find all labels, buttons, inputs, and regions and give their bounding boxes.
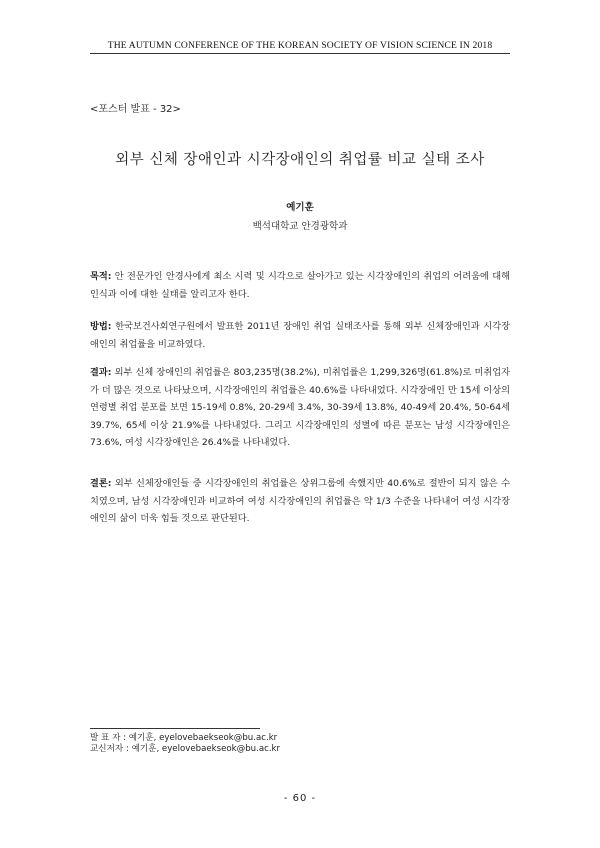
section-label: 결론:: [90, 478, 112, 489]
section-text: 안 전문가인 안경사에게 최소 시력 및 시각으로 살아가고 있는 시각장애인의 취업의 어려움에 대해 인식과 이에 대한 실태를 알리고자 한다.: [90, 271, 510, 300]
author-affiliation: 백석대학교 안경광학과: [252, 221, 348, 232]
session-label: <포스터 발표 - 32>: [90, 104, 181, 115]
section-text: 외부 신체장애인들 중 시각장애인의 취업률은 상위그룹에 속했지만 40.6%로 절반이 되지 않은 수치였으며, 남성 시각장애인과 비교하여 여성 시각장애인의 취업률은 약 1/3 수준을 나타내어 여성 시각장애인의 삶이 더욱 힘들 것으로 판단된다.: [90, 478, 510, 524]
section-method: [90, 318, 510, 353]
section-results: [90, 364, 510, 452]
author-name: 예기훈: [286, 202, 314, 213]
conference-header: THE AUTUMN CONFERENCE OF THE KOREAN SOCIETY OF VISION SCIENCE IN 2018: [90, 40, 510, 54]
section-label: 방법:: [90, 321, 112, 332]
footnote-divider: [90, 728, 260, 729]
section-text: 외부 신체 장애인의 취업률은 803,235명(38.2%), 미취업률은 1,299,326명(61.8%)로 미취업자가 더 많은 것으로 나타났으며, 시각장애인의 취업률은 40.6%를 나타내었다. 시각장애인 만 15세 이상의 연령별 취업 분포를 보면 15-19세 0.8%, 20-29세 3.4%, 30-39세 13.8%, 40-49세 20.4%, 50-64세 39.7%, 65세 이상 21.9%를 나타내었다. 그리고 시각장애인의 성별에 따른 분포는 남성 시각장애인은 73.6%, 여성 시각장애인은 26.4%를 나타내었다.: [90, 367, 510, 448]
section-label: 결과:: [90, 367, 112, 378]
footnote-presenter: 발 표 자 : 예기훈, eyelovebaekseok@bu.ac.kr: [90, 733, 278, 743]
section-conclusion: [90, 475, 510, 528]
paper-title: 외부 신체 장애인과 시각장애인의 취업률 비교 실태 조사: [115, 152, 485, 168]
footnote-corresponding-author: 교신저자 : 예기훈, eyelovebaekseok@bu.ac.kr: [90, 744, 281, 754]
section-label: 목적:: [90, 271, 112, 282]
page-number: - 60 -: [283, 793, 317, 804]
section-purpose: [90, 268, 510, 303]
section-text: 한국보건사회연구원에서 발표한 2011년 장애인 취업 실태조사를 통해 외부 신체장애인과 시각장애인의 취업률을 비교하였다.: [90, 321, 510, 350]
